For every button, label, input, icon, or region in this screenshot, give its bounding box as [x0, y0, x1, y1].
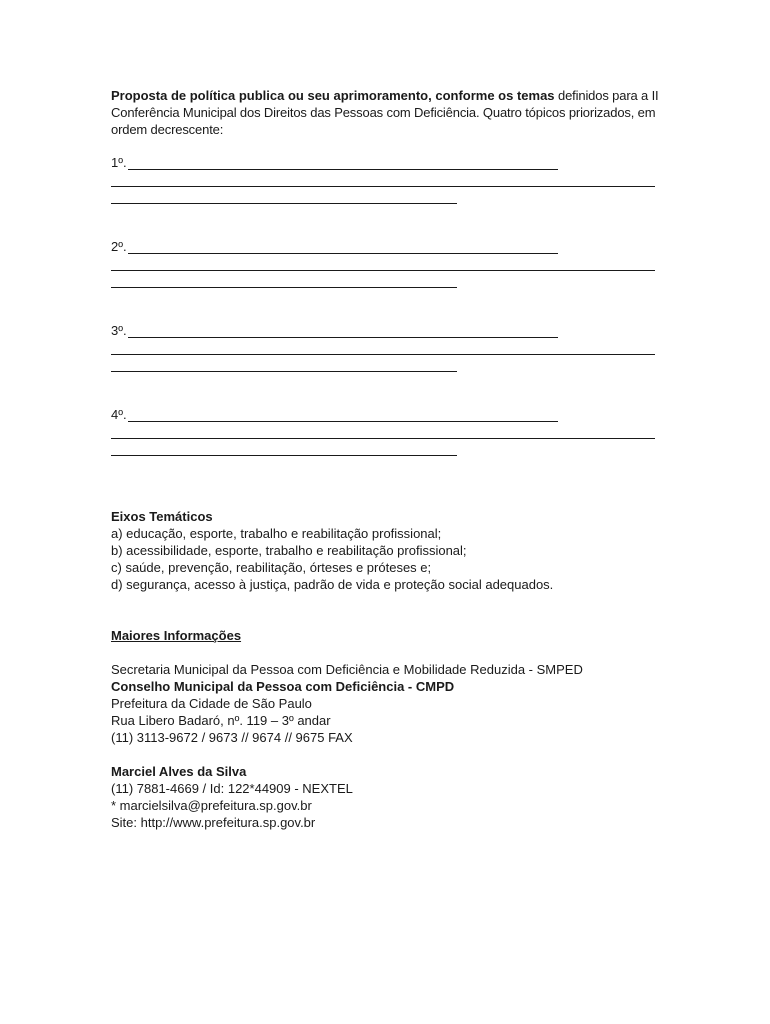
eixo-item: a) educação, esporte, trabalho e reabilitação profissional;	[111, 526, 442, 541]
topic-line	[111, 155, 660, 172]
topic-label: 1º.	[111, 155, 127, 170]
topic-line	[111, 340, 660, 357]
topic-label: 4º.	[111, 407, 127, 422]
topic-line	[111, 441, 660, 458]
topic-label: 2º.	[111, 239, 127, 254]
document-page	[111, 87, 660, 831]
contact-email: * marcielsilva@prefeitura.sp.gov.br	[111, 798, 312, 813]
phone-line: (11) 3113-9672 / 9673 // 9674 // 9675 FAX	[111, 730, 353, 745]
eixos-section	[111, 508, 660, 593]
blank-line	[111, 455, 457, 456]
topic-line	[111, 357, 660, 374]
intro-bold-text: Proposta de política publica ou seu aprimoramento, conforme os temas	[111, 88, 555, 103]
info-title: Maiores Informações	[111, 628, 242, 643]
blank-line	[128, 421, 558, 422]
topic-line	[111, 172, 660, 189]
blank-line	[111, 186, 655, 187]
blank-line	[111, 371, 457, 372]
prefeitura-line: Prefeitura da Cidade de São Paulo	[111, 696, 312, 711]
blank-line	[111, 203, 457, 204]
info-section	[111, 627, 660, 831]
blank-line	[111, 354, 655, 355]
topic-label: 3º.	[111, 323, 127, 338]
secretaria-line: Secretaria Municipal da Pessoa com Deficiência e Mobilidade Reduzida - SMPED	[111, 662, 583, 677]
blank-line	[128, 169, 558, 170]
blank-line	[111, 438, 655, 439]
topic-line	[111, 239, 660, 256]
topic-line	[111, 273, 660, 290]
topic-line	[111, 323, 660, 340]
conselho-line: Conselho Municipal da Pessoa com Deficiência - CMPD	[111, 679, 455, 694]
contact-name: Marciel Alves da Silva	[111, 764, 247, 779]
topic-line	[111, 407, 660, 424]
topic-line	[111, 424, 660, 441]
site-line: Site: http://www.prefeitura.sp.gov.br	[111, 815, 316, 830]
topic-block-3	[111, 323, 660, 374]
blank-line	[111, 270, 655, 271]
eixos-title: Eixos Temáticos	[111, 509, 213, 524]
contact-phone: (11) 7881-4669 / Id: 122*44909 - NEXTEL	[111, 781, 353, 796]
blank-line	[128, 253, 558, 254]
eixo-item: b) acessibilidade, esporte, trabalho e reabilitação profissional;	[111, 543, 467, 558]
topic-block-4	[111, 407, 660, 458]
blank-line	[111, 287, 457, 288]
topic-line	[111, 189, 660, 206]
blank-line	[128, 337, 558, 338]
address-line: Rua Libero Badaró, nº. 119 – 3º andar	[111, 713, 331, 728]
topic-line	[111, 256, 660, 273]
eixo-item: d) segurança, acesso à justiça, padrão de vida e proteção social adequados.	[111, 577, 554, 592]
eixo-item: c) saúde, prevenção, reabilitação, órteses e próteses e;	[111, 560, 432, 575]
topic-block-2	[111, 239, 660, 290]
topic-block-1	[111, 155, 660, 206]
intro-text: definidos para a II Conferência Municipal dos Direitos das Pessoas com Deficiência. Quatro tópicos priorizados, em ordem decrescente:	[111, 88, 659, 137]
intro-paragraph	[111, 87, 660, 138]
